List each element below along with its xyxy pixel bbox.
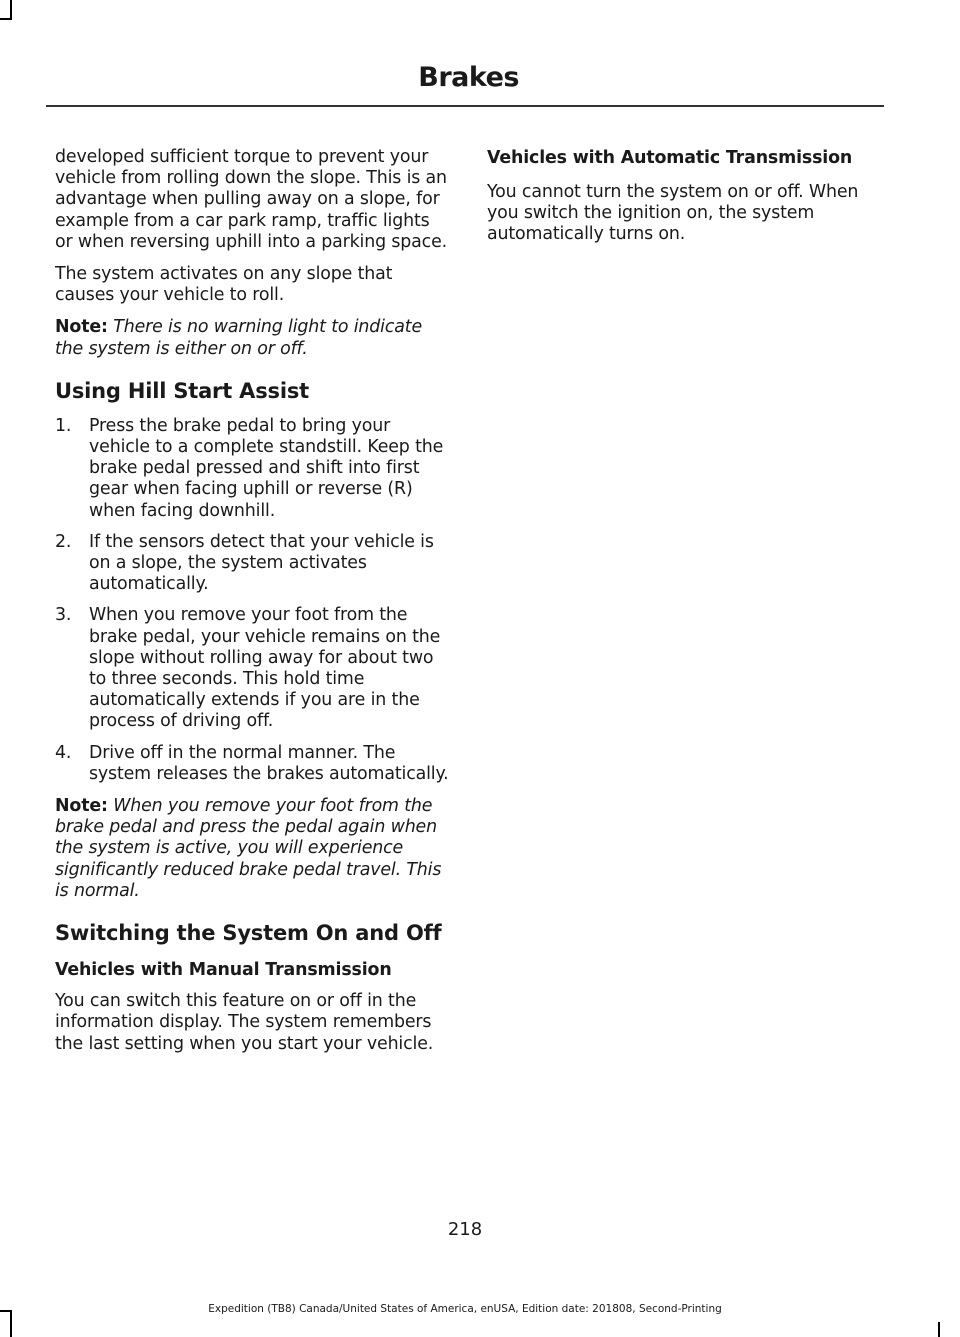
step-text: Drive off in the normal manner. The system releases the brakes automatically.	[89, 742, 449, 784]
list-item	[55, 743, 450, 785]
manual-transmission-paragraph: You can switch this feature on or off in the information display. The system remembers the last setting when you start your vehicle.	[55, 991, 434, 1054]
heading-using-hill-start-assist: Using Hill Start Assist	[55, 378, 309, 403]
crop-mark-top-left	[0, 18, 12, 20]
edition-footer: Expedition (TB8) Canada/United States of America, enUSA, Edition date: 201808, Second-Printing	[208, 1303, 722, 1315]
step-number: 3.	[55, 605, 72, 626]
left-column	[55, 147, 450, 1066]
list-item	[55, 605, 450, 732]
crop-mark-bottom-right	[938, 1322, 940, 1337]
note-text: There is no warning light to indicate the system is either on or off.	[55, 317, 422, 359]
note-label: Note:	[55, 796, 108, 817]
step-text: If the sensors detect that your vehicle is on a slope, the system activates automatically.	[89, 531, 434, 595]
intro-paragraph: developed sufficient torque to prevent your vehicle from rolling down the slope. This is an advantage when pulling away on a slope, for example from a car park ramp, traffic lights or when reversing uphill into a parking space.	[55, 147, 448, 252]
step-text: When you remove your foot from the brake pedal, your vehicle remains on the slope without rolling away for about two to three seconds. This hold time automatically extends if you are in the process of driving off.	[89, 605, 441, 732]
automatic-transmission-paragraph: You cannot turn the system on or off. When you switch the ignition on, the system automatically turns on.	[487, 182, 859, 245]
note-brake-pedal-travel	[55, 796, 450, 902]
step-text: Press the brake pedal to bring your vehicle to a complete standstill. Keep the brake pedal pressed and shift into first gear when facing uphill or reverse (R) when facing downhill.	[89, 415, 444, 521]
right-column	[487, 147, 887, 257]
heading-switching-system: Switching the System On and Off	[55, 921, 442, 946]
subheading-automatic-transmission: Vehicles with Automatic Transmission	[487, 148, 853, 168]
note-text: When you remove your foot from the brake pedal and press the pedal again when the system is active, you will experience significantly reduced brake pedal travel. This is normal.	[55, 796, 442, 901]
note-warning-light	[55, 317, 450, 359]
page-number: 218	[447, 1219, 483, 1240]
header-rule	[46, 105, 884, 107]
subheading-manual-transmission: Vehicles with Manual Transmission	[55, 960, 392, 981]
list-item	[55, 532, 450, 596]
page-title: Brakes	[418, 62, 519, 93]
step-number: 2.	[55, 531, 72, 552]
step-number: 4.	[55, 742, 72, 763]
crop-mark-top-left	[10, 0, 12, 20]
list-item	[55, 416, 450, 522]
activates-paragraph: The system activates on any slope that causes your vehicle to roll.	[55, 264, 393, 306]
note-label: Note:	[55, 317, 108, 338]
steps-list	[55, 416, 450, 785]
step-number: 1.	[55, 415, 72, 436]
